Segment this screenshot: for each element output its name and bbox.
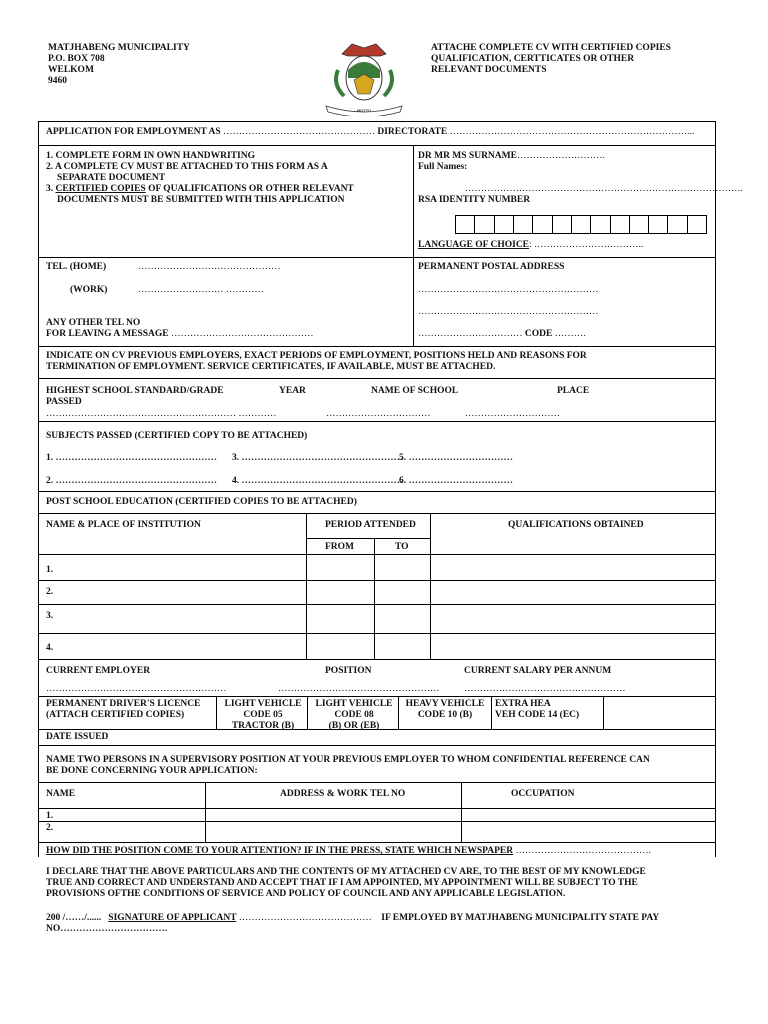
school-name-field[interactable]: …………………………… (326, 409, 431, 419)
postal-line-2[interactable]: ………………………………………………… (418, 307, 599, 317)
grade-field[interactable]: …………………………………………………… ………… (46, 409, 277, 419)
address-line: P.O. BOX 708 (48, 53, 105, 64)
declaration-line: I DECLARE THAT THE ABOVE PARTICULARS AND THE CONTENTS OF MY ATTACHED CV ARE, TO THE BEST OF MY KNOWLEDGE (46, 867, 646, 877)
reference-address-header: ADDRESS & WORK TEL NO (280, 789, 406, 799)
employer-field[interactable]: ………………………………………………… (46, 684, 227, 694)
instruction-item (46, 184, 354, 195)
cv-note (46, 351, 587, 373)
licence-code-10[interactable] (401, 699, 489, 721)
attachment-note (431, 43, 671, 76)
id-digit-box[interactable] (475, 216, 494, 233)
attention-question: HOW DID THE POSITION COME TO YOUR ATTENTION? IF IN THE PRESS, STATE WHICH NEWSPAPER (46, 846, 514, 856)
id-digit-box[interactable] (611, 216, 630, 233)
licence-label (46, 699, 201, 721)
instruction-text: OF QUALIFICATIONS OR OTHER RELEVANT (145, 183, 354, 194)
directorate-label: DIRECTORATE (377, 127, 448, 137)
id-digit-box[interactable] (495, 216, 514, 233)
instruction-item: 2. A COMPLETE CV MUST BE ATTACHED TO THIS FORM AS A (46, 161, 328, 172)
directorate-field[interactable]: …………………………………………………………………... (449, 127, 695, 137)
from-header: FROM (325, 542, 355, 552)
surname-field[interactable]: ………………………. (516, 151, 605, 161)
period-header: PERIOD ATTENDED (325, 520, 416, 530)
licence-code-line: LIGHT VEHICLE (224, 699, 302, 709)
full-names-label: Full Names: (418, 162, 468, 172)
reference-occupation-header: OCCUPATION (511, 789, 575, 799)
references-intro (46, 755, 650, 777)
school-name-label: NAME OF SCHOOL (371, 386, 459, 396)
id-digit-box[interactable] (533, 216, 552, 233)
references-intro-line: BE DONE CONCERNING YOUR APPLICATION: (46, 765, 258, 776)
subject-field[interactable]: 1. …………………………………………… (46, 453, 217, 463)
subject-field[interactable]: 5. …………………………… (399, 453, 513, 463)
instruction-number: 3. (46, 183, 54, 194)
note-line: QUALIFICATION, CERTTICATES OR OTHER (431, 53, 635, 64)
tel-work-field[interactable]: ……………………… ………… (138, 285, 264, 295)
application-label: APPLICATION FOR EMPLOYMENT AS (46, 127, 221, 137)
instruction-item: 1. COMPLETE FORM IN OWN HANDWRITING (46, 151, 256, 161)
postal-line-1[interactable]: ………………………………………………… (418, 285, 599, 295)
subject-field[interactable]: 2. …………………………………………… (46, 476, 217, 486)
place-field[interactable]: ………………………… (465, 409, 560, 419)
id-number-boxes[interactable] (455, 215, 707, 234)
leaving-message-label: FOR LEAVING A MESSAGE (46, 329, 169, 339)
declaration-line: PROVISIONS OFTHE CONDITIONS OF SERVICE AND POLICY OF COUNCIL AND ANY APPLICABLE LEGISLATION. (46, 888, 566, 899)
licence-code-line: CODE 10 (B) (417, 709, 473, 720)
qualifications-header: QUALIFICATIONS OBTAINED (508, 520, 644, 530)
post-school-title: POST SCHOOL EDUCATION (CERTIFIED COPIES TO BE ATTACHED) (46, 497, 357, 507)
declaration (46, 867, 646, 900)
subject-field[interactable]: 6. …………………………… (399, 476, 513, 486)
language-row (418, 240, 643, 251)
position-field[interactable]: ………………………………………… (223, 127, 375, 137)
signature-field[interactable]: …………………………………… (238, 913, 372, 923)
postal-address-label: PERMANENT POSTAL ADDRESS (418, 262, 565, 272)
newspaper-field[interactable]: ……………………………………. (515, 846, 651, 856)
instruction-item: DOCUMENTS MUST BE SUBMITTED WITH THIS APPLICATION (57, 194, 345, 205)
language-label: LANGUAGE OF CHOICE (418, 240, 530, 250)
other-tel-label: ANY OTHER TEL NO (46, 318, 141, 328)
surname-label: DR MR MS SURNAME (418, 151, 517, 161)
id-digit-box[interactable] (668, 216, 687, 233)
code-label: CODE (524, 329, 553, 339)
grade-label (46, 386, 224, 408)
tel-work-label: (WORK) (70, 285, 108, 295)
salary-field[interactable]: …………………………………………… (464, 684, 626, 694)
grade-label-line: HIGHEST SCHOOL STANDARD/GRADE (46, 386, 224, 396)
municipality-address (48, 43, 190, 87)
cv-note-line: TERMINATION OF EMPLOYMENT. SERVICE CERTIFICATES, IF AVAILABLE, MUST BE ATTACHED. (46, 361, 496, 372)
institution-row[interactable]: 2. (46, 587, 54, 597)
address-line: 9460 (48, 75, 67, 86)
licence-code-line: VEH CODE 14 (EC) (495, 709, 580, 720)
licence-code-05[interactable] (220, 699, 306, 732)
year-label: YEAR (279, 386, 306, 396)
position-label: POSITION (325, 666, 372, 676)
grade-label-line: PASSED (46, 396, 82, 407)
licence-code-line: CODE 08 (334, 709, 374, 720)
subject-field[interactable]: 4. …………………………………………… (232, 476, 403, 486)
address-line: MATJHABENG MUNICIPALITY (48, 43, 190, 53)
licence-code-line: TRACTOR (B) (231, 720, 295, 731)
leaving-message-field[interactable]: ……………………………………… (170, 329, 314, 339)
licence-code-line: CODE 05 (243, 709, 283, 720)
licence-code-line: HEAVY VEHICLE (405, 699, 485, 709)
id-digit-box[interactable] (456, 216, 475, 233)
tel-home-field[interactable]: ……………………………………… (138, 262, 281, 272)
instruction-item: SEPARATE DOCUMENT (57, 172, 166, 183)
surname-row (418, 151, 605, 162)
postal-line-3[interactable]: …………………………… (418, 329, 523, 339)
full-names-field[interactable]: ……………………………………………………………………………. (465, 184, 743, 194)
institution-header: NAME & PLACE OF INSTITUTION (46, 520, 201, 530)
licence-code-14[interactable] (495, 699, 579, 721)
signature-date-field[interactable]: 200 /……/...... (46, 913, 102, 923)
reference-name-header: NAME (46, 789, 76, 799)
institution-row[interactable]: 3. (46, 611, 54, 621)
licence-code-08[interactable] (311, 699, 397, 732)
declaration-line: TRUE AND CORRECT AND UNDERSTAND AND ACCEPT THAT IF I AM APPOINTED, MY APPOINTMENT WILL BE SUBJECT TO THE (46, 877, 638, 888)
licence-code-line: LIGHT VEHICLE (315, 699, 393, 709)
references-intro-line: NAME TWO PERSONS IN A SUPERVISORY POSITION AT YOUR PREVIOUS EMPLOYER TO WHOM CONFIDENTIAL REFERENCE CAN (46, 755, 650, 765)
subjects-title: SUBJECTS PASSED (CERTIFIED COPY TO BE ATTACHED) (46, 431, 308, 441)
current-employer-label: CURRENT EMPLOYER (46, 666, 151, 676)
id-digit-box[interactable] (553, 216, 572, 233)
salary-label: CURRENT SALARY PER ANNUM (464, 666, 612, 676)
to-header: TO (395, 542, 409, 552)
instructions-list (46, 151, 354, 206)
language-field[interactable]: : …………………………….. (529, 240, 644, 250)
id-digit-box[interactable] (630, 216, 649, 233)
code-field[interactable]: ………. (554, 329, 586, 339)
tel-home-label: TEL. (HOME) (46, 262, 107, 272)
postal-code-row (418, 329, 586, 340)
application-row (46, 127, 694, 138)
municipality-crest-logo (322, 40, 406, 116)
pay-number-field[interactable]: NO……………………………. (46, 924, 168, 934)
date-issued-label: DATE ISSUED (46, 732, 109, 742)
licence-code-line: EXTRA HEA (495, 699, 551, 709)
signature-row (46, 913, 659, 924)
id-digit-box[interactable] (514, 216, 533, 233)
leaving-message-row (46, 329, 313, 340)
id-digit-box[interactable] (688, 216, 706, 233)
licence-label-line: (ATTACH CERTIFIED COPIES) (46, 709, 185, 720)
id-number-label: RSA IDENTITY NUMBER (418, 195, 531, 205)
attention-row (46, 846, 651, 857)
place-label: PLACE (557, 386, 590, 396)
svg-text:MOTTO: MOTTO (356, 108, 372, 113)
note-line: ATTACHE COMPLETE CV WITH CERTIFIED COPIES (431, 43, 671, 53)
institution-row[interactable]: 4. (46, 643, 54, 653)
certified-copies-text: CERTIFIED COPIES (55, 183, 146, 194)
pay-number-label: IF EMPLOYED BY MATJHABENG MUNICIPALITY STATE PAY (381, 913, 660, 923)
note-line: RELEVANT DOCUMENTS (431, 64, 547, 75)
position-field[interactable]: …………………………………………… (278, 684, 440, 694)
licence-label-line: PERMANENT DRIVER'S LICENCE (46, 699, 201, 709)
institution-row[interactable]: 1. (46, 565, 54, 575)
cv-note-line: INDICATE ON CV PREVIOUS EMPLOYERS, EXACT PERIODS OF EMPLOYMENT, POSITIONS HELD AND REASONS FOR (46, 351, 587, 361)
id-digit-box[interactable] (591, 216, 610, 233)
reference-row[interactable]: 1. (46, 811, 54, 821)
subject-field[interactable]: 3. …………………………………………… (232, 453, 403, 463)
signature-label: SIGNATURE OF APPLICANT (108, 913, 237, 923)
address-line: WELKOM (48, 64, 94, 75)
licence-code-line: (B) OR (EB) (328, 720, 380, 731)
id-digit-box[interactable] (649, 216, 668, 233)
id-digit-box[interactable] (572, 216, 591, 233)
reference-row[interactable]: 2. (46, 823, 54, 833)
